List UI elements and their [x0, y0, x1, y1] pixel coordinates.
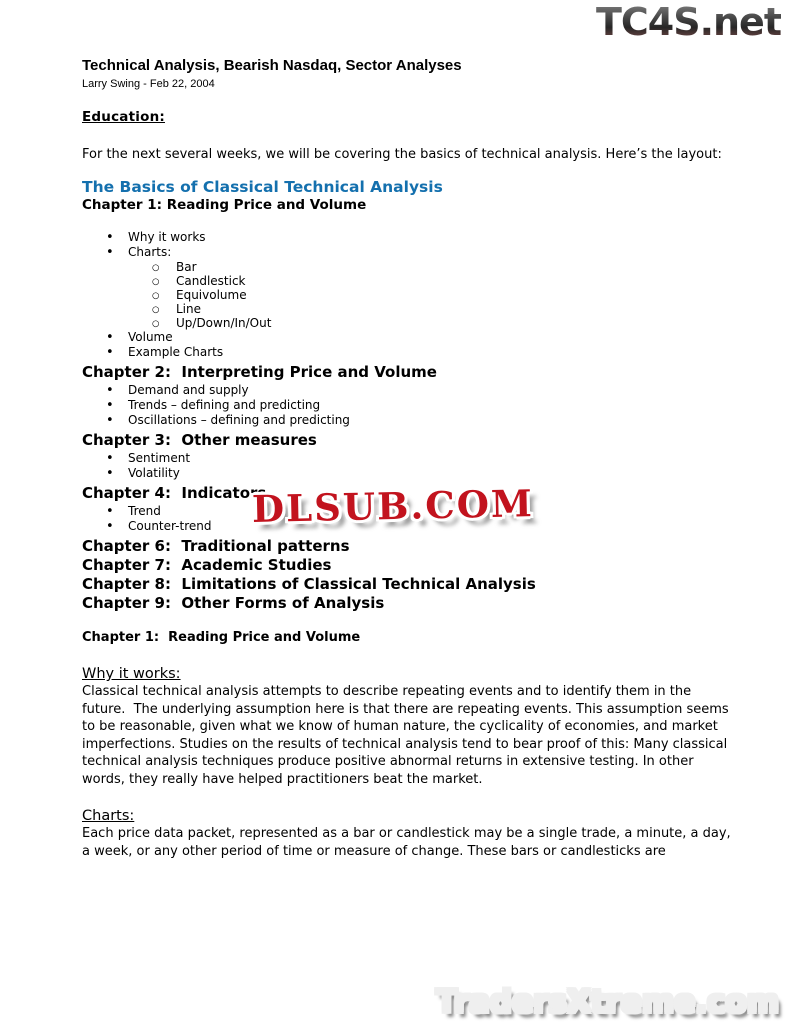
series-title: The Basics of Classical Technical Analysis	[82, 178, 443, 196]
list-item: • Example Charts	[128, 345, 732, 360]
toc-chapter2-list	[82, 383, 732, 428]
list-item: • Volume	[128, 330, 732, 345]
list-item: • Trend	[128, 504, 732, 519]
tc4s-logo[interactable]: TC4S.net	[595, 0, 781, 44]
list-item	[128, 245, 732, 330]
why-it-works-heading: Why it works:	[82, 666, 181, 682]
toc-chapter2-title: Chapter 2: Interpreting Price and Volume	[82, 363, 437, 381]
intro-paragraph: For the next several weeks, we will be covering the basics of technical analysis. Here’s the layout:	[82, 147, 722, 162]
list-item: ○ Up/Down/In/Out	[176, 316, 732, 330]
list-item: • Trends – defining and predicting	[128, 398, 732, 413]
list-item: ○ Equivolume	[176, 288, 732, 302]
list-item: • Oscillations – defining and predicting	[128, 413, 732, 428]
toc-chapter4-title: Chapter 4: Indicators	[82, 484, 267, 502]
charts-heading: Charts:	[82, 808, 135, 824]
list-item: • Sentiment	[128, 451, 732, 466]
byline: Larry Swing - Feb 22, 2004	[82, 78, 215, 90]
why-it-works-paragraph: Classical technical analysis attempts to describe repeating events and to identify them in the future. The underlying assumption here is that there are repeating events. This assumption seems to be reasonable, given what we know of human nature, the cyclicality of economies, and market imperfections. Studies on the results of technical analysis tend to bear proof of this: Many classical technical analysis techniques produce positive abnormal returns in extensive testing. In other words, they really have helped practitioners beat the market.	[82, 684, 733, 787]
education-heading: Education:	[82, 109, 165, 125]
tradersxtreme-logo[interactable]: TradersXtreme.com	[435, 984, 779, 1020]
toc-chapter1-list	[82, 230, 732, 360]
list-item: ○ Bar	[176, 260, 732, 274]
list-item: • Counter-trend	[128, 519, 732, 534]
toc-chapter3-list	[82, 451, 732, 481]
list-item: ○ Line	[176, 302, 732, 316]
list-item-label: Charts:	[128, 245, 172, 259]
toc-chapter1-title: Chapter 1: Reading Price and Volume	[82, 197, 367, 213]
dlsub-watermark: DLSUB.COM	[251, 481, 535, 531]
toc-chapter9-title: Chapter 9: Other Forms of Analysis	[82, 594, 385, 612]
list-item: • Volatility	[128, 466, 732, 481]
charts-paragraph: Each price data packet, represented as a bar or candlestick may be a single trade, a minute, a day, a week, or any other period of time or measure of change. These bars or candlesticks are	[82, 826, 735, 859]
toc-chapter3-title: Chapter 3: Other measures	[82, 431, 317, 449]
page-title: Technical Analysis, Bearish Nasdaq, Sector Analyses	[82, 57, 462, 74]
list-item: • Demand and supply	[128, 383, 732, 398]
list-item: • Why it works	[128, 230, 732, 245]
toc-chapter8-title: Chapter 8: Limitations of Classical Technical Analysis	[82, 575, 536, 593]
toc-charts-sublist	[128, 260, 732, 330]
toc-chapter6-title: Chapter 6: Traditional patterns	[82, 537, 350, 555]
toc-chapter7-title: Chapter 7: Academic Studies	[82, 556, 332, 574]
section-chapter1-heading: Chapter 1: Reading Price and Volume	[82, 630, 361, 645]
list-item: ○ Candlestick	[176, 274, 732, 288]
document-content	[82, 57, 735, 860]
